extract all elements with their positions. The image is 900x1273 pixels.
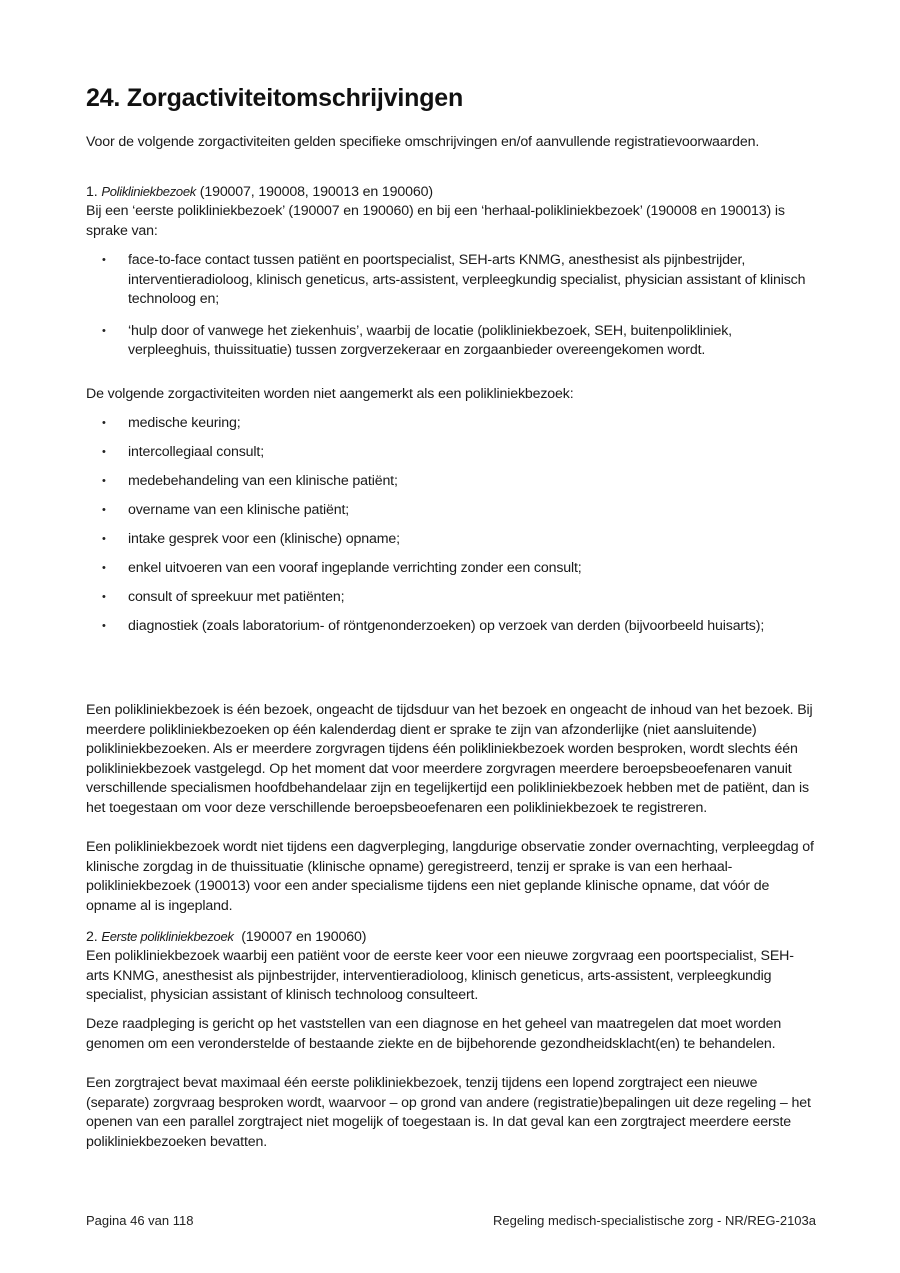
chapter-title: 24. Zorgactiviteitomschrijvingen	[86, 84, 464, 112]
conditions-list	[86, 251, 816, 361]
section-2-paragraph-2: Deze raadpleging is gericht op het vaststellen van een diagnose en het geheel van maatregelen dat moet worden genomen om een veronderstelde of bestaande ziekte en de bijbehorende gezondheidsklacht(en) te behandelen.	[86, 1016, 782, 1052]
section-1-name: Polikliniekbezoek	[101, 184, 196, 199]
exclusions-list	[86, 414, 816, 636]
section-1-number: 1.	[86, 184, 98, 200]
section-2-name: Eerste polikliniekbezoek	[101, 929, 234, 944]
list-item: • medebehandeling van een klinische patiënt;	[86, 472, 816, 492]
list-item: • intercollegiaal consult;	[86, 443, 816, 463]
list-item: • ‘hulp door of vanwege het ziekenhuis’, waarbij de locatie (polikliniekbezoek, SEH, buitenpolikliniek, verpleeghuis, thuissituatie) tussen zorgverzekeraar en zorgaanbieder overeengekomen wordt.	[86, 322, 816, 361]
section-1-codes: (190007, 190008, 190013 en 190060)	[199, 184, 433, 200]
section-1-paragraph-2: Een polikliniekbezoek wordt niet tijdens een dagverpleging, langdurige observatie zonder overnachting, verpleegdag of klinische zorgdag in de thuissituatie (klinische opname) geregistreerd, tenzij er sprake is van een herhaal-polikliniekbezoek (190013) voor een ander specialisme tijdens een niet geplande klinische opname, dat vóór de opname al is ingepland.	[86, 839, 814, 914]
list-item: • intake gesprek voor een (klinische) opname;	[86, 530, 816, 550]
document-reference: Regeling medisch-specialistische zorg - NR/REG-2103a	[493, 1213, 816, 1228]
page-footer	[86, 1213, 816, 1228]
exclusions-lead: De volgende zorgactiviteiten worden niet aangemerkt als een polikliniekbezoek:	[86, 386, 574, 402]
list-item: • enkel uitvoeren van een vooraf ingeplande verrichting zonder een consult;	[86, 559, 816, 579]
list-item: • medische keuring;	[86, 414, 816, 434]
list-item: • consult of spreekuur met patiënten;	[86, 588, 816, 608]
intro-paragraph: Voor de volgende zorgactiviteiten gelden specifieke omschrijvingen en/of aanvullende registratievoorwaarden.	[86, 134, 760, 150]
list-item: • diagnostiek (zoals laboratorium- of röntgenonderzoeken) op verzoek van derden (bijvoorbeeld huisarts);	[86, 617, 816, 637]
list-item: • overname van een klinische patiënt;	[86, 501, 816, 521]
section-2-heading	[86, 927, 816, 948]
section-2-codes: (190007 en 190060)	[241, 929, 367, 945]
section-2-paragraph-3: Een zorgtraject bevat maximaal één eerste polikliniekbezoek, tenzij tijdens een lopend zorgtraject een nieuwe (separate) zorgvraag besproken wordt, waarvoor – op grond van andere (registratie)bepalingen uit deze regeling – het openen van een parallel zorgtraject niet mogelijk of toegestaan is. In dat geval kan een zorgtraject meerdere eerste polikliniekbezoeken bevatten.	[86, 1075, 811, 1150]
list-item: • face-to-face contact tussen patiënt en poortspecialist, SEH-arts KNMG, anesthesist als pijnbestrijder, interventieradioloog, klinisch geneticus, arts-assistent, verpleegkundig specialist, physician assistant of klinisch technoloog en;	[86, 251, 816, 310]
section-2-number: 2.	[86, 929, 98, 945]
section-1-lead: Bij een ‘eerste polikliniekbezoek’ (190007 en 190060) en bij een ‘herhaal-polikliniekbezoek’ (190008 en 190013) is sprake van:	[86, 203, 785, 239]
page-number: Pagina 46 van 118	[86, 1213, 194, 1228]
section-2-paragraph-1: Een polikliniekbezoek waarbij een patiënt voor de eerste keer voor een nieuwe zorgvraag een poortspecialist, SEH-arts KNMG, anesthesist als pijnbestrijder, interventieradioloog, klinisch geneticus, arts-assistent, verpleegkundig specialist, physician assistant of klinisch technoloog consulteert.	[86, 948, 794, 1004]
section-1-paragraph-1: Een polikliniekbezoek is één bezoek, ongeacht de tijdsduur van het bezoek en ongeacht de inhoud van het bezoek. Bij meerdere polikliniekbezoeken op één kalenderdag dient er sprake te zijn van afzonderlijke (niet aansluitende) polikliniekbezoeken. Als er meerdere zorgvragen tijdens één polikliniekbezoek worden besproken, wordt slechts één polikliniekbezoek vastgelegd. Op het moment dat voor meerdere zorgvragen meerdere beroepsbeoefenaren vanuit verschillende specialismen hoofdbehandelaar zijn en tegelijkertijd een polikliniekbezoek hebben met de patiënt, dan is het toegestaan om voor deze verschillende beroepsbeoefenaren een polikliniekbezoek te registreren.	[86, 702, 813, 816]
section-1-heading	[86, 182, 816, 203]
